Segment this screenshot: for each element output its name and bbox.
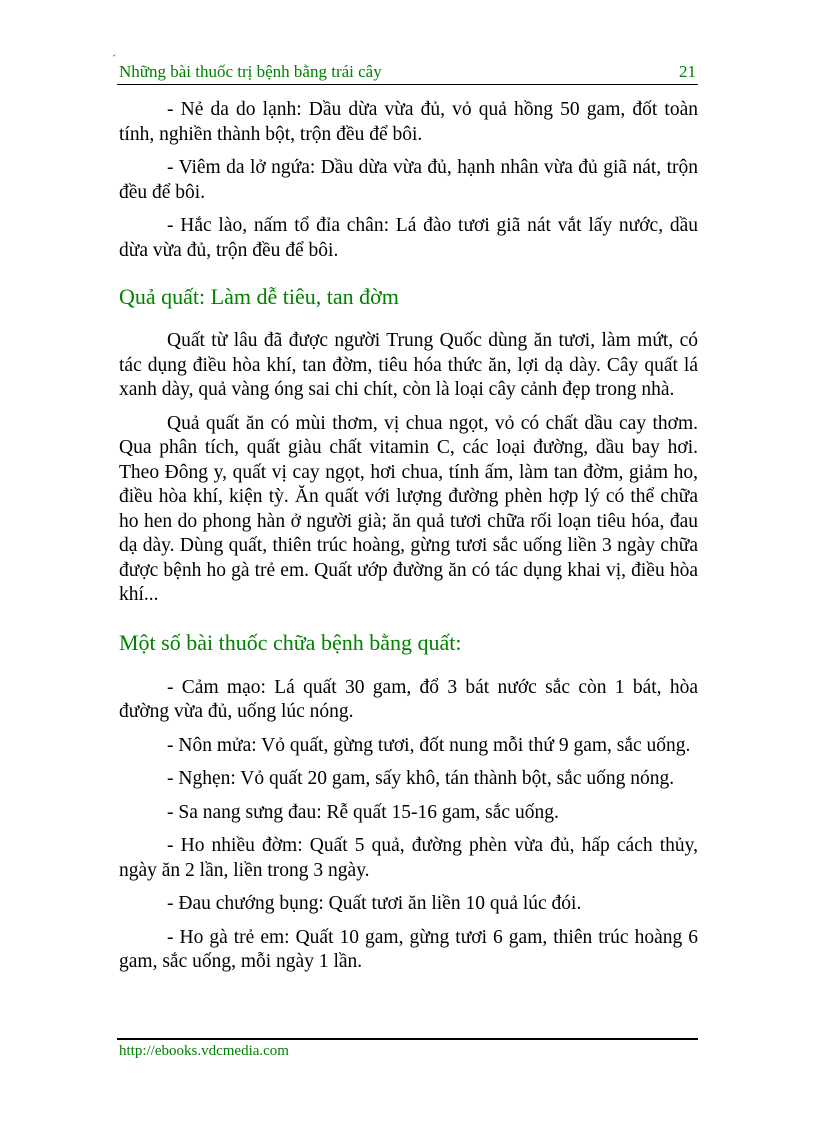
remedy-paragraph: - Sa nang sưng đau: Rễ quất 15-16 gam, sắc uống. (167, 801, 559, 823)
footer-divider (117, 1038, 698, 1040)
section-heading-kumquat: Quả quất: Làm dễ tiêu, tan đờm (119, 284, 399, 309)
remedy-paragraph: - Cảm mạo: Lá quất 30 gam, đổ 3 bát nước sắc còn 1 bát, hòa đường vừa đủ, uống lúc nóng. (119, 676, 698, 722)
page-header (112, 52, 698, 85)
remedy-paragraph: - Nghẹn: Vỏ quất 20 gam, sấy khô, tán thành bột, sắc uống nóng. (167, 768, 675, 789)
remedy-paragraph: - Nôn mửa: Vỏ quất, gừng tươi, đốt nung mỗi thứ 9 gam, sắc uống. (167, 734, 691, 756)
remedy-paragraph: - Hắc lào, nấm tổ đỉa chân: Lá đào tươi giã nát vắt lấy nước, dầu dừa vừa đủ, trộn đều để bôi. (119, 215, 698, 261)
remedy-paragraph: - Ho gà trẻ em: Quất 10 gam, gừng tươi 6 gam, thiên trúc hoàng 6 gam, sắc uống, mỗi ngày 1 lần. (119, 926, 698, 972)
remedy-paragraph: - Nẻ da do lạnh: Dầu dừa vừa đủ, vỏ quả hồng 50 gam, đốt toàn tính, nghiền thành bột, trộn đều để bôi. (119, 99, 698, 145)
page-number: 21 (679, 62, 696, 81)
body-paragraph: Quất từ lâu đã được người Trung Quốc dùng ăn tươi, làm mứt, có tác dụng điều hòa khí, tan đờm, tiêu hóa thức ăn, lợi dạ dày. Cây quất lá xanh dày, quả vàng óng sai chi chít, còn là loại cây cảnh đẹp trong nhà. (119, 330, 698, 400)
footer-url[interactable]: http://ebooks.vdcmedia.com (119, 1043, 289, 1059)
page-body (119, 98, 698, 984)
remedy-paragraph: - Viêm da lở ngứa: Dầu dừa vừa đủ, hạnh nhân vừa đủ giã nát, trộn đều để bôi. (119, 157, 698, 203)
remedy-paragraph: - Ho nhiều đờm: Quất 5 quả, đường phèn vừa đủ, hấp cách thủy, ngày ăn 2 lần, liền trong 3 ngày. (119, 835, 698, 881)
remedy-paragraph: - Đau chướng bụng: Quất tươi ăn liền 10 quả lúc đói. (167, 893, 582, 914)
header-mark: ´ (112, 52, 116, 66)
book-title: Những bài thuốc trị bệnh bằng trái cây (119, 62, 382, 81)
body-paragraph: Quả quất ăn có mùi thơm, vị chua ngọt, vỏ có chất dầu cay thơm. Qua phân tích, quất giàu chất vitamin C, các loại đường, dầu bay hơi. Theo Đông y, quất vị cay ngọt, hơi chua, tính ấm, làm tan đờm, giảm ho, điều hòa khí, kiện tỳ. Ăn quất với lượng đường phèn hợp lý có thể chữa ho hen do phong hàn ở người già; ăn quả tươi chữa rối loạn tiêu hóa, đau dạ dày. Dùng quất, thiên trúc hoàng, gừng tươi sắc uống liền 3 ngày chữa được bệnh ho gà trẻ em. Quất ướp đường ăn có tác dụng khai vị, điều hòa khí... (119, 412, 698, 605)
section-heading-remedies: Một số bài thuốc chữa bệnh bằng quất: (119, 629, 462, 655)
